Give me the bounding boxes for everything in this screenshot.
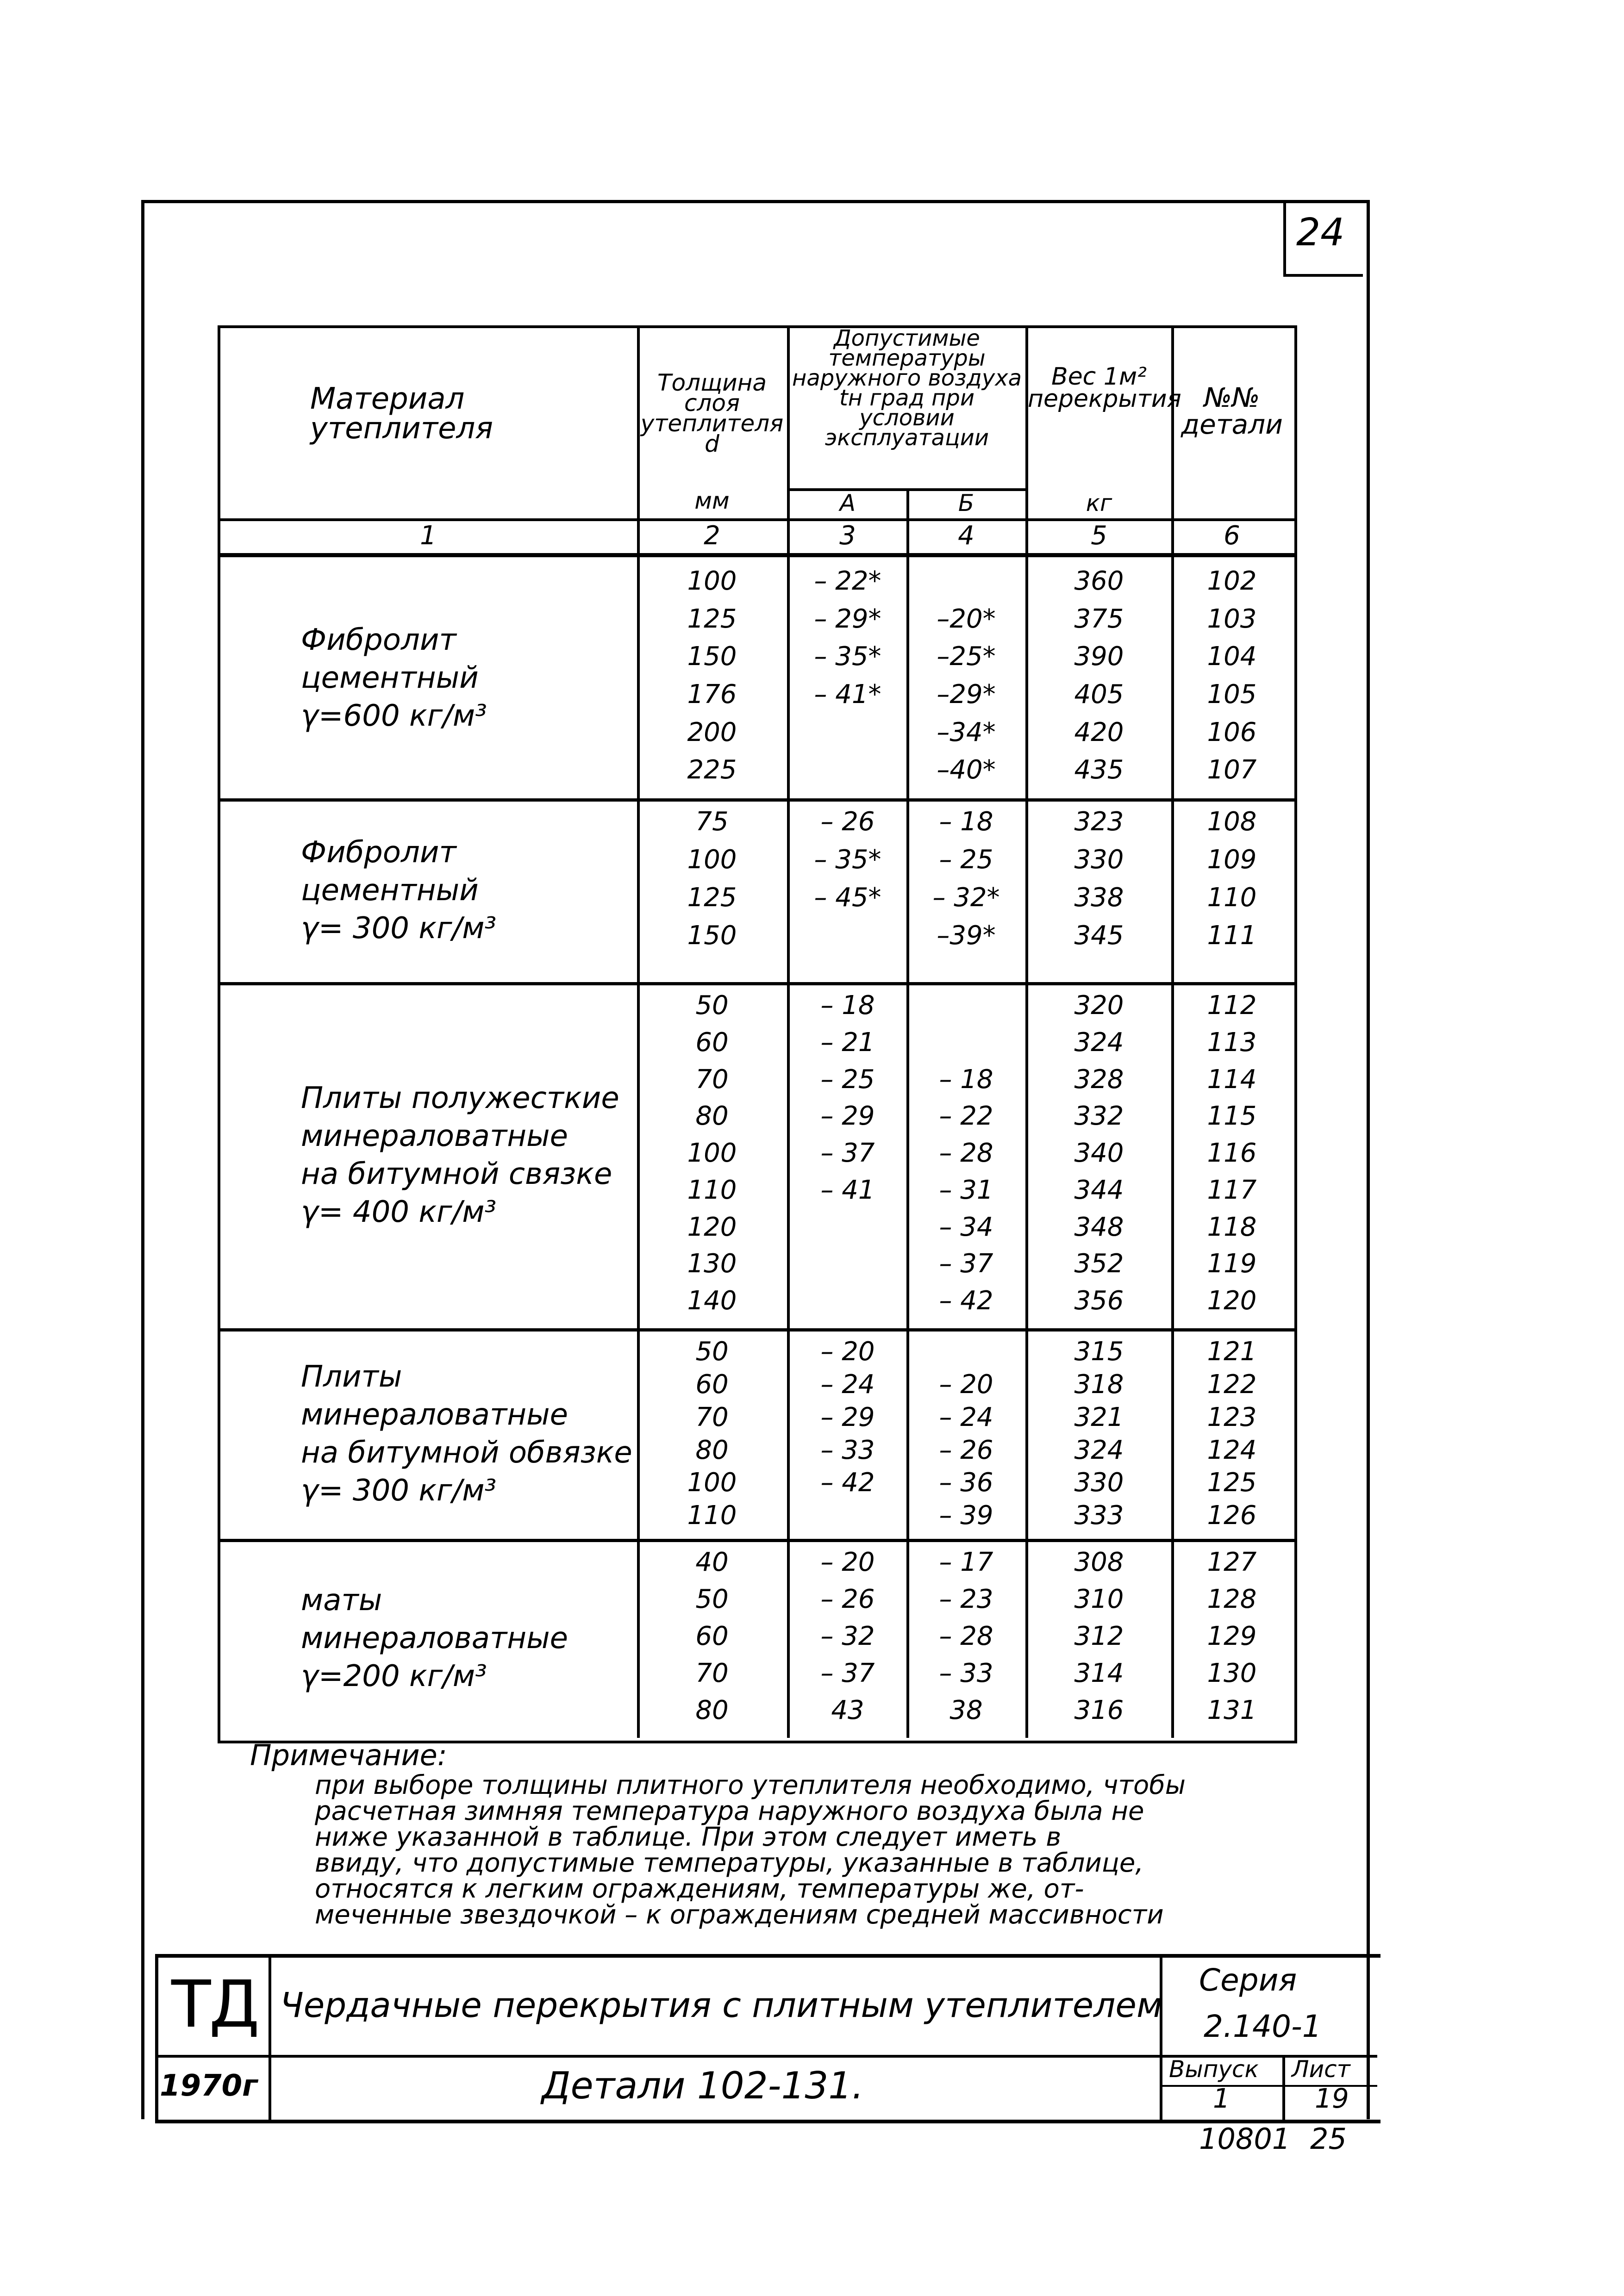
table-cell: 80 [695, 1101, 729, 1132]
table-cell: 107 [1207, 755, 1257, 785]
table-cell: – 26 [820, 1584, 875, 1614]
table-cell: – 29* [814, 604, 881, 634]
table-cell: –29* [937, 679, 996, 709]
table-cell: 60 [695, 1369, 729, 1400]
table-cell: 105 [1207, 679, 1257, 709]
table-cell: – 20 [939, 1369, 993, 1400]
table-cell: 110 [687, 1175, 737, 1205]
sheet-label: Лист [1292, 2056, 1350, 2083]
table-cell: 119 [1207, 1249, 1257, 1279]
col-number-1: 1 [420, 521, 437, 551]
table-cell: 120 [687, 1212, 737, 1242]
table-cell: 80 [695, 1435, 729, 1465]
table-cell: 131 [1207, 1695, 1257, 1725]
table-cell: 129 [1207, 1621, 1257, 1651]
table-cell: 123 [1207, 1402, 1257, 1432]
table-cell: 405 [1074, 679, 1124, 709]
table-cell: 314 [1074, 1658, 1124, 1688]
note-title: Примечание: [250, 1738, 447, 1772]
table-cell: 340 [1074, 1138, 1124, 1169]
material-line: γ= 400 кг/м³ [301, 1195, 497, 1229]
sheet-number: 19 [1315, 2083, 1349, 2114]
table-cell: 176 [687, 679, 737, 709]
note-line: ниже указанной в таблице. При этом следует иметь в [315, 1822, 1062, 1852]
table-cell: 330 [1074, 1468, 1124, 1498]
material-line: γ=600 кг/м³ [301, 699, 487, 733]
note-line: меченные звездочкой – к ограждениям средней массивности [315, 1900, 1164, 1930]
material-line: Фибролит [301, 835, 456, 870]
material-name [301, 1358, 632, 1510]
material-line: маты [301, 1583, 382, 1618]
material-line: цементный [301, 873, 479, 908]
table-cell: – 18 [820, 990, 875, 1020]
table-cell: 332 [1074, 1101, 1124, 1132]
issue-sheet-divider [1282, 2055, 1285, 2120]
archive-code-2: 25 [1310, 2122, 1347, 2156]
table-cell: – 31 [939, 1175, 993, 1205]
table-cell: 125 [687, 604, 737, 634]
material-line: γ= 300 кг/м³ [301, 1473, 497, 1508]
material-line: минераловатные [301, 1119, 568, 1153]
table-cell: – 25 [820, 1064, 875, 1095]
table-cell: 348 [1074, 1212, 1124, 1242]
year: 1970г [160, 2069, 258, 2103]
table-cell: 320 [1074, 990, 1124, 1020]
header-weight-unit: кг [1086, 490, 1112, 516]
header-temperatures: Допустимые температуры наружного воздуха tн град при условии эксплуатации [792, 325, 1022, 451]
table-cell: 127 [1207, 1547, 1257, 1577]
table-cell: 338 [1074, 883, 1124, 913]
table-cell: 106 [1207, 717, 1257, 747]
table-cell: 120 [1207, 1286, 1257, 1316]
table-cell: 112 [1207, 990, 1257, 1020]
table-cell: 121 [1207, 1337, 1257, 1367]
table-cell: 308 [1074, 1547, 1124, 1577]
series-label: Серия [1199, 1962, 1297, 1998]
table-cell: – 45* [814, 883, 881, 913]
table-cell: 352 [1074, 1249, 1124, 1279]
table-cell: –39* [937, 921, 996, 951]
col-number-5: 5 [1091, 521, 1107, 551]
header-material: Материал утеплителя [310, 382, 493, 446]
table-cell: – 20 [820, 1547, 875, 1577]
note-line: ввиду, что допустимые температуры, указанные в таблице, [315, 1848, 1144, 1878]
table-cell: 70 [695, 1064, 729, 1095]
series-number: 2.140-1 [1204, 2009, 1322, 2044]
table-cell: – 39 [939, 1500, 993, 1531]
table-cell: – 37 [820, 1138, 875, 1169]
table-cell: 375 [1074, 604, 1124, 634]
table-cell: 435 [1074, 755, 1124, 785]
table-cell: – 25 [939, 845, 993, 875]
table-cell: 126 [1207, 1500, 1257, 1531]
table-cell: 109 [1207, 845, 1257, 875]
group-separator [218, 1539, 1294, 1542]
table-cell: 100 [687, 1138, 737, 1169]
table-cell: – 33 [820, 1435, 875, 1465]
table-cell: 321 [1074, 1402, 1124, 1432]
group-separator [218, 982, 1294, 985]
issue-number: 1 [1213, 2083, 1230, 2114]
table-cell: 200 [687, 717, 737, 747]
table-cell: 323 [1074, 807, 1124, 837]
table-cell: – 35* [814, 641, 881, 672]
material-line: γ= 300 кг/м³ [301, 911, 497, 946]
table-cell: 70 [695, 1402, 729, 1432]
table-cell: 345 [1074, 921, 1124, 951]
col-number-2: 2 [704, 521, 720, 551]
table-cell: –40* [937, 755, 996, 785]
table-cell: 100 [687, 845, 737, 875]
title-block-left-divider [269, 1954, 271, 2120]
table-cell: 356 [1074, 1286, 1124, 1316]
table-cell: 104 [1207, 641, 1257, 672]
table-cell: – 42 [939, 1286, 993, 1316]
table-cell: 420 [1074, 717, 1124, 747]
table-cell: 75 [695, 807, 729, 837]
note-line: при выборе толщины плитного утеплителя необходимо, чтобы [315, 1770, 1186, 1800]
table-cell: – 20 [820, 1337, 875, 1367]
table-cell: 150 [687, 641, 737, 672]
material-line: цементный [301, 661, 479, 695]
note-line: относятся к легким ограждениям, температуры же, от- [315, 1874, 1084, 1904]
table-cell: 43 [831, 1695, 864, 1725]
table-cell: – 34 [939, 1212, 993, 1242]
material-name [301, 1079, 619, 1231]
table-cell: – 29 [820, 1101, 875, 1132]
header-condition-a: А [839, 490, 856, 516]
table-cell: – 23 [939, 1584, 993, 1614]
table-cell: 316 [1074, 1695, 1124, 1725]
table-cell: 38 [949, 1695, 983, 1725]
table-cell: – 33 [939, 1658, 993, 1688]
table-cell: – 28 [939, 1138, 993, 1169]
table-cell: – 26 [820, 807, 875, 837]
page-number: 24 [1296, 211, 1345, 255]
title-block-mid-line [155, 2055, 1287, 2058]
table-cell: 50 [695, 1337, 729, 1367]
table-cell: 360 [1074, 566, 1124, 596]
table-cell: –25* [937, 641, 996, 672]
issue-label: Выпуск [1169, 2056, 1259, 2083]
table-cell: – 29 [820, 1402, 875, 1432]
table-cell: 150 [687, 921, 737, 951]
drawing-subtitle: Детали 102-131. [542, 2064, 864, 2107]
material-line: Плиты полужесткие [301, 1081, 619, 1115]
header-condition-b: Б [958, 490, 974, 516]
table-cell: 117 [1207, 1175, 1257, 1205]
material-line: минераловатные [301, 1397, 568, 1432]
archive-code: 10801 [1199, 2122, 1291, 2156]
drawing-title: Чердачные перекрытия с плитным утеплителем [280, 1985, 1162, 2025]
table-cell: 40 [695, 1547, 729, 1577]
table-cell: 140 [687, 1286, 737, 1316]
table-cell: –34* [937, 717, 996, 747]
table-cell: 100 [687, 1468, 737, 1498]
table-cell: – 22 [939, 1101, 993, 1132]
table-cell: 103 [1207, 604, 1257, 634]
table-cell: 333 [1074, 1500, 1124, 1531]
table-cell: – 36 [939, 1468, 993, 1498]
table-cell: 113 [1207, 1027, 1257, 1058]
table-cell: 125 [687, 883, 737, 913]
material-line: минераловатные [301, 1621, 568, 1655]
table-cell: 50 [695, 990, 729, 1020]
table-cell: 130 [687, 1249, 737, 1279]
table-cell: 125 [1207, 1468, 1257, 1498]
header-thickness: Толщина слоя утеплителя d [640, 369, 784, 457]
material-line: Плиты [301, 1359, 402, 1394]
material-name [301, 1581, 568, 1695]
table-cell: 102 [1207, 566, 1257, 596]
table-cell: – 35* [814, 845, 881, 875]
table-cell: 100 [687, 566, 737, 596]
table-cell: 328 [1074, 1064, 1124, 1095]
table-cell: 324 [1074, 1435, 1124, 1465]
table-cell: – 24 [939, 1402, 993, 1432]
table-cell: 108 [1207, 807, 1257, 837]
note-text [315, 1770, 1356, 1930]
table-cell: – 42 [820, 1468, 875, 1498]
table-cell: 315 [1074, 1337, 1124, 1367]
title-block-right-divider [1160, 1954, 1162, 2120]
table-cell: 122 [1207, 1369, 1257, 1400]
table-cell: 60 [695, 1027, 729, 1058]
table-cell: 225 [687, 755, 737, 785]
table-cell: 80 [695, 1695, 729, 1725]
table-cell: – 21 [820, 1027, 875, 1058]
table-cell: –20* [937, 604, 996, 634]
table-cell: – 28 [939, 1621, 993, 1651]
table-cell: 128 [1207, 1584, 1257, 1614]
material-name [301, 621, 487, 735]
table-cell: 310 [1074, 1584, 1124, 1614]
table-cell: – 17 [939, 1547, 993, 1577]
table-cell: – 37 [820, 1658, 875, 1688]
header-sub-line [787, 488, 1025, 491]
table-cell: 312 [1074, 1621, 1124, 1651]
header-thickness-unit: мм [694, 487, 730, 514]
table-cell: 115 [1207, 1101, 1257, 1132]
header-weight: Вес 1м² перекрытия [1028, 363, 1181, 413]
material-name [301, 834, 496, 947]
table-cell: – 24 [820, 1369, 875, 1400]
group-separator [218, 798, 1294, 802]
table-cell: 318 [1074, 1369, 1124, 1400]
table-cell: 390 [1074, 641, 1124, 672]
table-cell: – 18 [939, 1064, 993, 1095]
table-cell: 60 [695, 1621, 729, 1651]
table-cell: 110 [1207, 883, 1257, 913]
table-cell: 124 [1207, 1435, 1257, 1465]
group-separator [218, 1328, 1294, 1332]
table-cell: 110 [687, 1500, 737, 1531]
table-cell: – 32* [932, 883, 1000, 913]
table-cell: 50 [695, 1584, 729, 1614]
material-line: Фибролит [301, 623, 456, 657]
col-number-4: 4 [958, 521, 974, 551]
col-number-6: 6 [1224, 521, 1240, 551]
table-cell: 330 [1074, 845, 1124, 875]
table-cell: – 26 [939, 1435, 993, 1465]
table-cell: 130 [1207, 1658, 1257, 1688]
table-cell: 70 [695, 1658, 729, 1688]
table-cell: 118 [1207, 1212, 1257, 1242]
header-detail-no: №№ детали [1181, 382, 1283, 440]
table-cell: 324 [1074, 1027, 1124, 1058]
org-logo: ТД [171, 1967, 258, 2042]
number-row-line [218, 553, 1294, 557]
note-line: расчетная зимняя температура наружного воздуха была не [315, 1796, 1144, 1826]
material-line: на битумной обвязке [301, 1435, 632, 1470]
table-cell: 116 [1207, 1138, 1257, 1169]
table-cell: – 37 [939, 1249, 993, 1279]
table-cell: – 18 [939, 807, 993, 837]
table-cell: – 41 [820, 1175, 875, 1205]
table-cell: 111 [1207, 921, 1257, 951]
table-cell: – 41* [814, 679, 881, 709]
material-line: на битумной связке [301, 1157, 612, 1191]
col-number-3: 3 [839, 521, 856, 551]
table-cell: 344 [1074, 1175, 1124, 1205]
table-cell: – 22* [814, 566, 881, 596]
table-cell: 114 [1207, 1064, 1257, 1095]
table-cell: – 32 [820, 1621, 875, 1651]
material-line: γ=200 кг/м³ [301, 1659, 487, 1693]
